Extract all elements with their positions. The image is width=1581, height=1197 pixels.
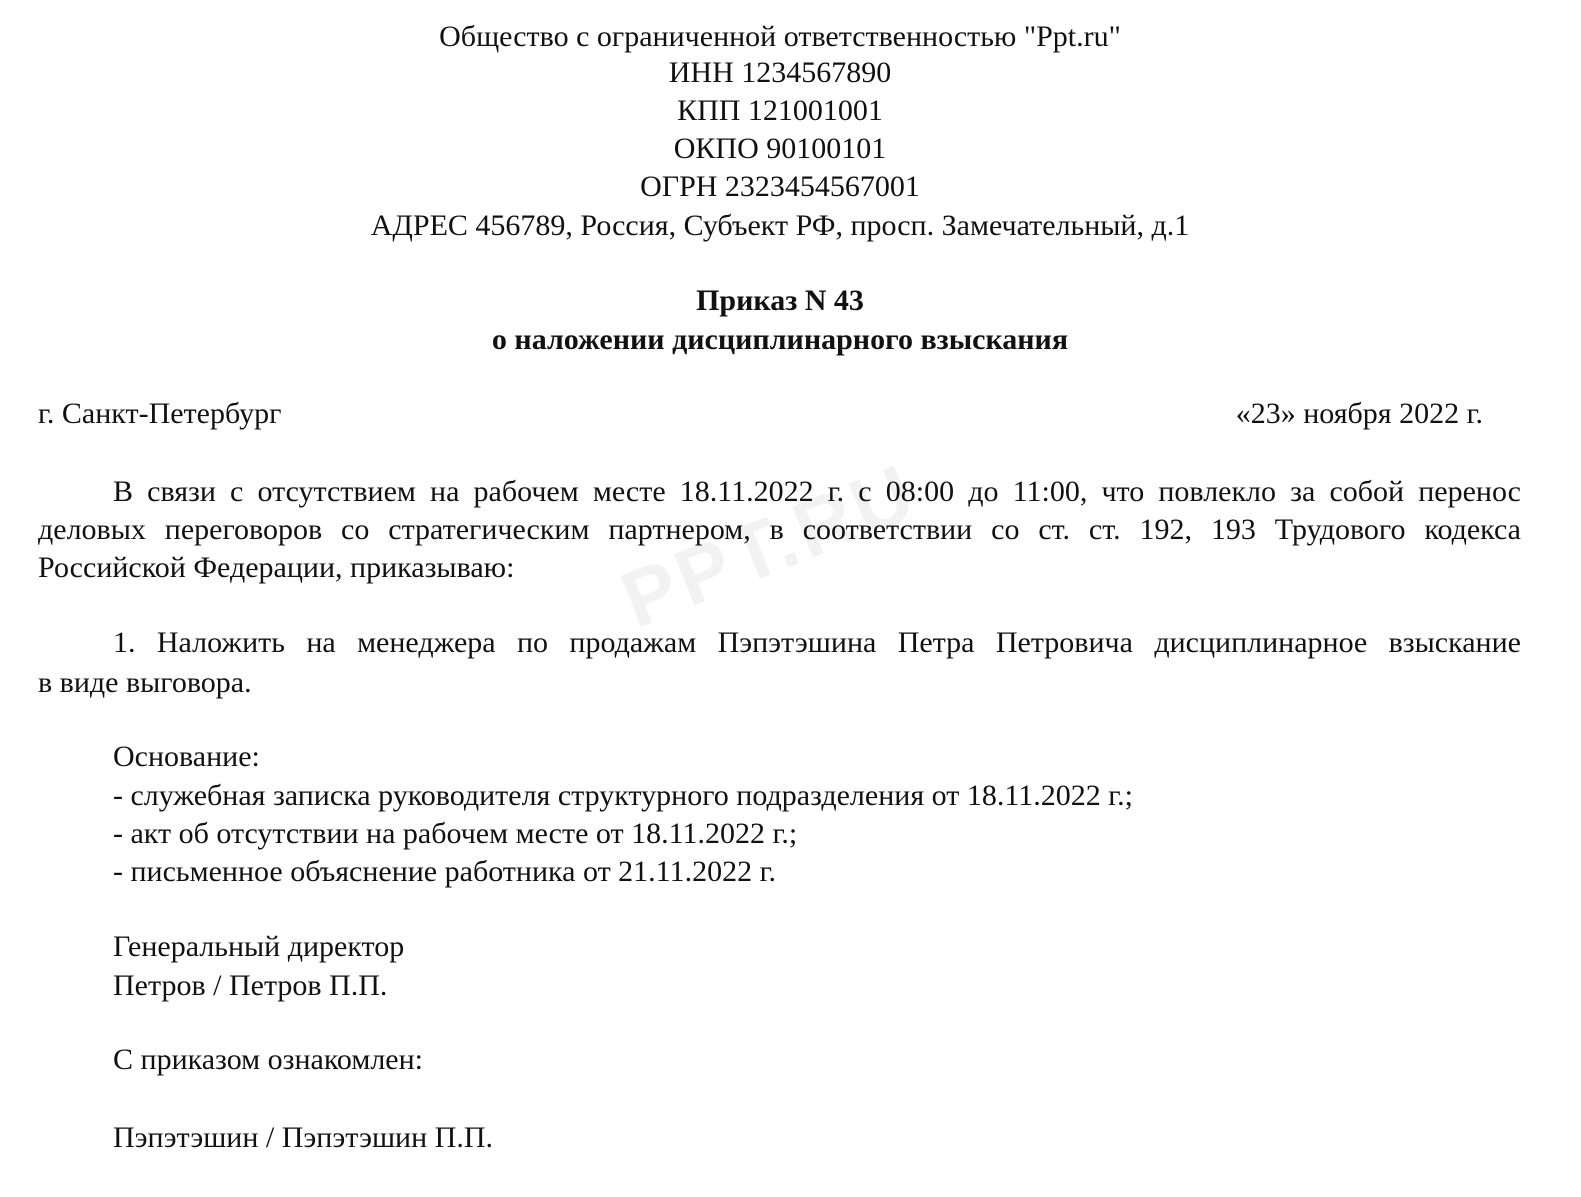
watermark: PPT.RU bbox=[609, 446, 929, 645]
basis-item: - письменное объяснение работника от 21.11.2022 г. bbox=[113, 855, 776, 888]
preamble-line: деловых переговоров со стратегическим партнером, в соответствии со ст. ст. 192, 193 Трудового кодекса bbox=[38, 513, 1521, 546]
basis-label: Основание: bbox=[113, 740, 260, 773]
ogrn: ОГРН 2323454567001 bbox=[640, 170, 920, 203]
preamble-line: Российской Федерации, приказываю: bbox=[38, 551, 515, 584]
basis-item: - служебная записка руководителя структурного подразделения от 18.11.2022 г.; bbox=[113, 779, 1133, 812]
address: АДРЕС 456789, Россия, Субъект РФ, просп. Замечательный, д.1 bbox=[370, 209, 1190, 242]
acknowledged-label: С приказом ознакомлен: bbox=[113, 1043, 424, 1076]
director-signature: Петров / Петров П.П. bbox=[113, 969, 388, 1002]
place: г. Санкт-Петербург bbox=[38, 397, 282, 430]
order-subtitle: о наложении дисциплинарного взыскания bbox=[491, 323, 1069, 356]
director-position: Генеральный директор bbox=[113, 930, 405, 963]
okpo: ОКПО 90100101 bbox=[673, 132, 887, 165]
employee-signature: Пэпэтэшин / Пэпэтэшин П.П. bbox=[113, 1121, 493, 1154]
company-name: Общество с ограниченной ответственностью "Ppt.ru" bbox=[439, 20, 1121, 53]
order-title: Приказ N 43 bbox=[696, 284, 864, 317]
basis-item: - акт об отсутствии на рабочем месте от 18.11.2022 г.; bbox=[113, 817, 798, 850]
item-line: в виде выговора. bbox=[38, 666, 252, 699]
kpp: КПП 121001001 bbox=[677, 94, 883, 127]
item-line: 1. Наложить на менеджера по продажам Пэпэтэшина Петра Петровича дисциплинарное взыскание bbox=[113, 626, 1521, 659]
inn: ИНН 1234567890 bbox=[668, 56, 892, 89]
preamble-line: В связи с отсутствием на рабочем месте 18.11.2022 г. с 08:00 до 11:00, что повлекло за собой перенос bbox=[113, 475, 1521, 508]
date: «23» ноября 2022 г. bbox=[1235, 397, 1483, 430]
